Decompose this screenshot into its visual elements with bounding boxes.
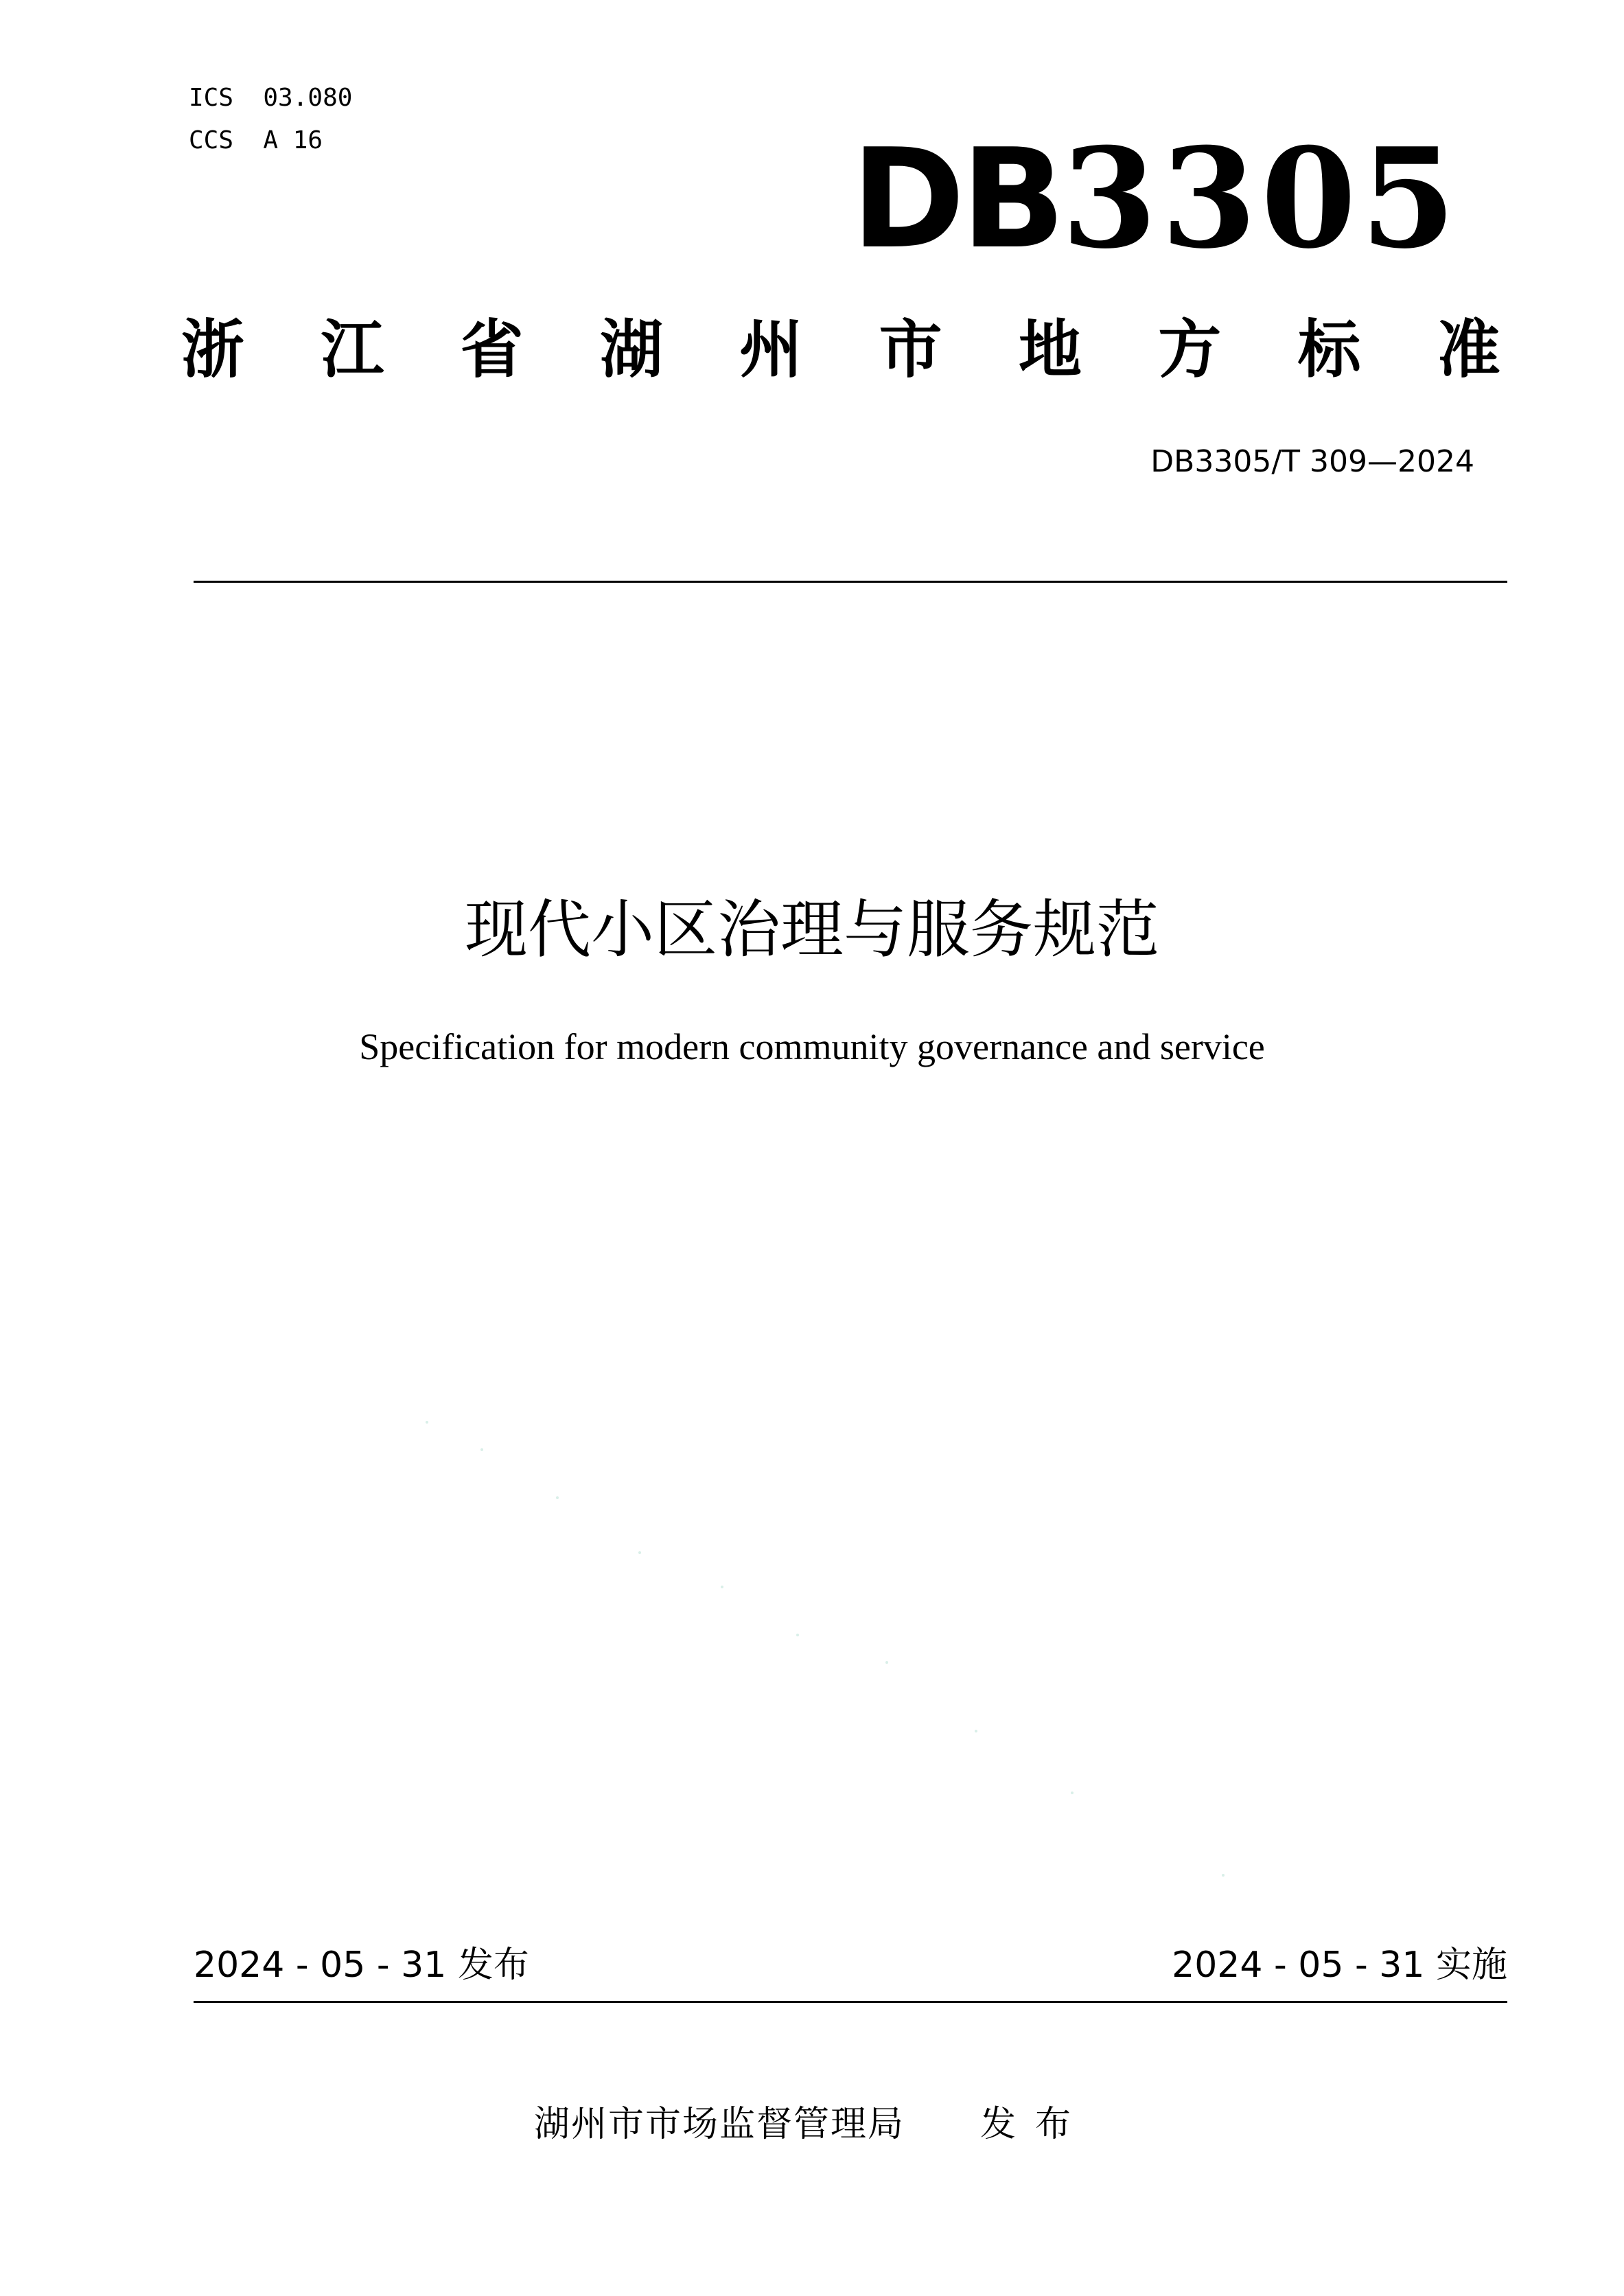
standard-type-char: 湖	[599, 313, 663, 386]
publisher-name: 湖州市市场监督管理局	[533, 2104, 905, 2145]
implementation-date: 2024 - 05 - 31 实施	[1172, 1945, 1507, 1986]
standard-mark-prefix: DB	[851, 119, 1062, 279]
standard-type-char: 准	[1437, 313, 1500, 386]
standard-number: DB3305/T 309—2024	[1150, 444, 1474, 479]
document-title-english: Specification for modern community governance and service	[359, 1026, 1265, 1067]
standard-type-heading	[175, 312, 1507, 388]
standard-type-char: 省	[460, 313, 524, 386]
top-divider	[194, 581, 1507, 583]
issue-date: 2024 - 05 - 31 发布	[194, 1945, 529, 1986]
standard-type-char: 标	[1297, 313, 1361, 386]
classification-codes	[189, 77, 352, 162]
ics-code: ICS 03.080	[189, 84, 353, 112]
document-title-chinese: 现代小区治理与服务规范	[464, 893, 1159, 966]
standard-type-char: 市	[879, 313, 942, 386]
bottom-divider	[194, 2001, 1507, 2003]
ccs-code: CCS A 16	[189, 126, 323, 154]
standard-type-char: 州	[739, 313, 803, 386]
standard-type-char: 方	[1158, 313, 1222, 386]
standard-type-char: 地	[1018, 313, 1082, 386]
standard-type-char: 江	[321, 313, 384, 386]
standard-mark	[851, 118, 1461, 279]
publish-action: 发布	[980, 2104, 1091, 2145]
publisher-line	[0, 2100, 1624, 2148]
standard-type-char: 浙	[181, 313, 244, 386]
standard-mark-region-code: 3305	[1061, 118, 1461, 279]
